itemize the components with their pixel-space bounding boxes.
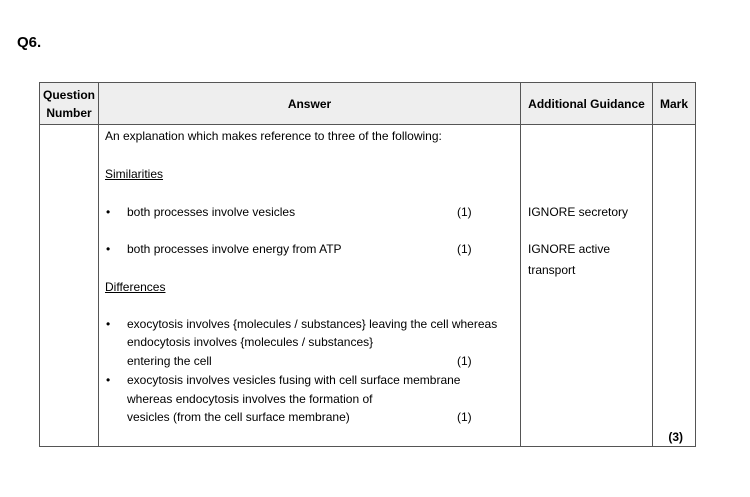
header-guidance: Additional Guidance [521, 83, 653, 125]
difference-2-line-2: whereas endocytosis involves the formation of [127, 392, 373, 406]
answer-row [40, 125, 696, 447]
mark-scheme-table [39, 82, 696, 447]
header-row [40, 83, 696, 125]
question-number-cell [40, 125, 99, 447]
bullet-icon: • [106, 317, 111, 331]
similarity-2-mark: (1) [457, 242, 472, 256]
guidance-2-line-2: transport [528, 263, 576, 277]
answer-cell [99, 125, 521, 447]
difference-1-line-2: endocytosis involves {molecules / substances} [127, 335, 374, 349]
difference-1-mark: (1) [457, 354, 472, 368]
difference-1-line-1: exocytosis involves {molecules / substances} leaving the cell whereas [127, 317, 498, 331]
total-mark: (3) [668, 430, 683, 444]
similarity-2: both processes involve energy from ATP [127, 242, 342, 256]
similarities-heading: Similarities [105, 167, 164, 181]
similarity-1-mark: (1) [457, 205, 472, 219]
guidance-1: IGNORE secretory [528, 205, 629, 219]
question-label: Q6. [17, 34, 42, 51]
similarity-1: both processes involve vesicles [127, 205, 296, 219]
bullet-icon: • [106, 205, 111, 219]
difference-2-mark: (1) [457, 410, 472, 424]
bullet-icon: • [106, 242, 111, 256]
header-question-number-line1: Question [42, 87, 95, 102]
differences-heading: Differences [105, 280, 166, 294]
difference-2-line-1: exocytosis involves vesicles fusing with cell surface membrane [127, 373, 461, 387]
header-mark: Mark [653, 83, 696, 125]
difference-1-line-3: entering the cell [127, 354, 212, 368]
guidance-2-line-1: IGNORE active [528, 242, 611, 256]
header-question-number-line2: Number [46, 105, 92, 120]
difference-2-line-3: vesicles (from the cell surface membrane) [127, 410, 350, 424]
header-answer: Answer [99, 83, 521, 125]
header-question-number [40, 83, 99, 125]
answer-intro: An explanation which makes reference to three of the following: [105, 129, 442, 143]
guidance-cell [521, 125, 653, 447]
mark-cell [653, 125, 696, 447]
bullet-icon: • [106, 373, 111, 387]
